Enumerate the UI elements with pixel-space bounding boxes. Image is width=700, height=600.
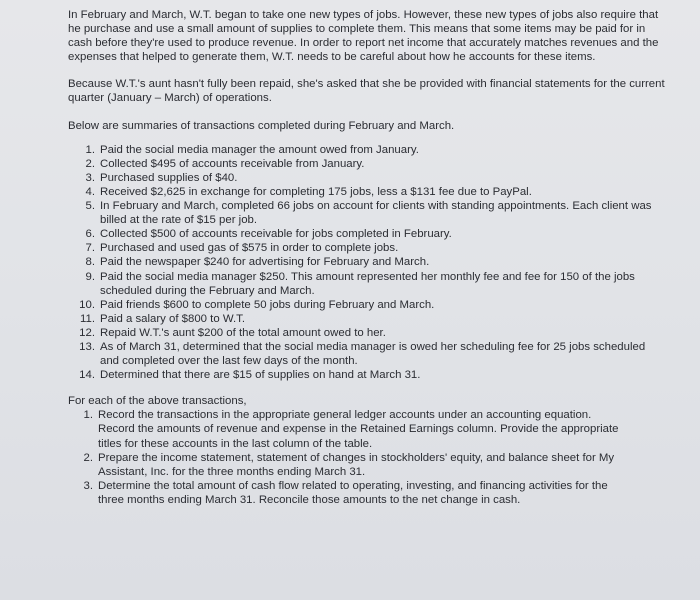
item-number: 1.: [85, 143, 95, 156]
item-number: 14.: [79, 369, 95, 382]
item-number: 5.: [85, 200, 95, 213]
item-text: Determine the total amount of cash flow related to operating, investing, and financing activities for the three months ending March 31. Reconcile those amounts to the net change in cash.: [98, 479, 608, 506]
item-text: As of March 31, determined that the social media manager is owed her scheduling fee for 25 jobs scheduled and completed over the last few days of the month.: [100, 340, 646, 368]
item-number: 2.: [83, 451, 93, 464]
list-item: [73, 227, 658, 241]
item-number: 6.: [85, 228, 95, 241]
list-item: [73, 143, 658, 157]
transactions-heading: Below are summaries of transactions completed during February and March.: [68, 119, 455, 132]
item-number: 11.: [80, 312, 95, 325]
item-number: 3.: [83, 479, 93, 492]
instructions-section: [68, 408, 631, 507]
item-text: Record the transactions in the appropriate general ledger accounts under an accounting equation. Record the amounts of revenue and expense in the Retained Earnings column. Provide the appropriate titles for these accounts in the last column of the table.: [98, 409, 619, 450]
item-text: Determined that there are $15 of supplies on hand at March 31.: [100, 369, 421, 382]
item-number: 8.: [85, 256, 95, 269]
list-item: [73, 312, 658, 326]
item-text: Paid the newspaper $240 for advertising for February and March.: [100, 256, 430, 269]
list-item: [73, 171, 658, 185]
item-text: Purchased supplies of $40.: [100, 171, 238, 184]
list-item: [73, 255, 658, 269]
list-item: [73, 326, 658, 340]
item-number: 10.: [79, 298, 95, 311]
item-number: 9.: [85, 270, 95, 283]
item-text: In February and March, completed 66 jobs on account for clients with standing appointments. Each client was billed at the rate of $15 per job.: [100, 200, 652, 227]
item-text: Purchased and used gas of $575 in order to complete jobs.: [100, 242, 399, 255]
item-text: Paid a salary of $800 to W.T.: [100, 312, 245, 325]
list-item: [73, 199, 658, 227]
item-text: Paid the social media manager the amount owed from January.: [100, 143, 419, 156]
item-text: Repaid W.T.'s aunt $200 of the total amount owed to her.: [100, 326, 386, 339]
list-item: [73, 368, 658, 382]
list-item: [71, 408, 631, 450]
item-text: Prepare the income statement, statement of changes in stockholders' equity, and balance sheet for My Assistant, Inc. for the three months ending March 31.: [98, 451, 615, 478]
list-item: [73, 157, 658, 171]
item-text: Paid the social media manager $250. This amount represented her monthly fee and fee for 150 of the jobs scheduled during the February and March.: [100, 270, 635, 297]
item-number: 1.: [83, 409, 93, 422]
item-number: 12.: [79, 326, 95, 339]
transactions-section: [68, 143, 658, 383]
document-body: [68, 8, 668, 507]
list-item: [73, 340, 658, 368]
list-item: [73, 241, 658, 255]
list-item: [73, 185, 658, 199]
item-text: Collected $500 of accounts receivable for jobs completed in February.: [100, 228, 452, 241]
item-number: 7.: [85, 242, 95, 255]
instructions-list: [71, 408, 631, 507]
aunt-paragraph: Because W.T.'s aunt hasn't fully been repaid, she's asked that she be provided with financial statements for the current quarter (January – March) of operations.: [68, 78, 665, 105]
list-item: [71, 451, 631, 479]
item-text: Paid friends $600 to complete 50 jobs during February and March.: [100, 298, 435, 311]
item-text: Received $2,625 in exchange for completing 175 jobs, less a $131 fee due to PayPal.: [100, 185, 532, 198]
item-text: Collected $495 of accounts receivable from January.: [100, 157, 365, 170]
intro-paragraph: In February and March, W.T. began to take one new types of jobs. However, these new types of jobs also require that he purchase and use a small amount of supplies to complete them. This means that some items may be paid for in cash before they're used to produce revenue. In order to report net income that accurately matches revenues and the expenses that helped to generate them, W.T. needs to be careful about how he accounts for these items.: [68, 9, 659, 64]
instructions-heading: For each of the above transactions,: [68, 395, 247, 408]
list-item: [71, 479, 631, 507]
list-item: [73, 298, 658, 312]
item-number: 3.: [85, 171, 95, 184]
item-number: 2.: [85, 157, 95, 170]
list-item: [73, 270, 658, 298]
item-number: 13.: [79, 340, 95, 353]
item-number: 4.: [85, 185, 95, 198]
transactions-list: [73, 143, 658, 383]
